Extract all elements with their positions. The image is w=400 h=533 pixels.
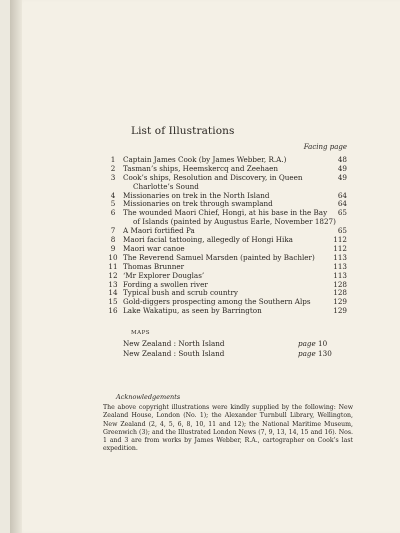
map-label: New Zealand : South Island [123, 348, 225, 358]
item-caption: Missionaries on trek in the North Island [123, 191, 270, 200]
item-caption: The Reverend Samuel Marsden (painted by Bachler) [123, 253, 315, 262]
item-page: 112 [333, 235, 347, 245]
item-caption: The wounded Maori Chief, Hongi, at his base in the Bay [123, 209, 328, 218]
item-page: 65 [337, 208, 347, 218]
item-page: 49 [337, 172, 347, 182]
maps-list [123, 339, 332, 358]
item-number: 1 [110, 155, 116, 164]
map-page-word: page [298, 339, 316, 348]
item-number: 3 [110, 172, 116, 182]
item-caption: Missionaries on trek through swampland [123, 200, 273, 209]
map-page-word: page [298, 348, 316, 358]
item-caption: Captain James Cook (by James Webber, R.A.) [123, 156, 287, 164]
item-caption: ‘Mr Explorer Douglas’ [123, 271, 205, 280]
item-page: 48 [337, 155, 347, 164]
item-number: 10 [108, 252, 118, 262]
item-page: 128 [333, 288, 347, 298]
item-caption: Tasman’s ships, Heemskercq and Zeehaen [123, 164, 279, 173]
item-number: 7 [110, 226, 116, 236]
acknowledgements-text: The above copyright illustrations were kindly supplied by the following: New Zealand House, London (No. 1); the Alexander Turnbull Library, Wellington, New Zealand (2, 4, 5, 6, 8, 10, 11 and 12); the National Maritime Museum, Greenwich (3); and the Illustrated London News (7, 9, 13, 14, 15 and 16). Nos. 1 and 3 are from works by James Webber, R.A., cartographer on Cook’s last expedition. [103, 404, 353, 453]
item-page: 49 [337, 163, 347, 173]
item-number: 15 [108, 297, 118, 307]
item-number: 8 [110, 235, 116, 245]
item-number: 14 [108, 288, 118, 298]
item-caption: Thomas Brunner [123, 262, 185, 271]
item-caption-continued: Charlotte’s Sound [133, 182, 199, 191]
list-item [0, 174, 400, 192]
item-page: 129 [333, 306, 347, 316]
item-caption: Typical bush and scrub country [123, 289, 238, 298]
maps-heading: MAPS [131, 330, 151, 336]
item-number: 9 [110, 243, 116, 253]
map-page [298, 339, 327, 349]
item-page: 113 [333, 261, 347, 271]
item-page: 129 [333, 297, 347, 307]
list-item [0, 209, 400, 227]
item-page: 65 [337, 226, 347, 236]
facing-page-label: Facing page [303, 143, 347, 151]
item-page: 64 [337, 190, 347, 200]
item-caption: Cook’s ships, Resolution and Discovery, in Queen [123, 173, 303, 182]
item-caption: Maori facial tattooing, allegedly of Hongi Hika [123, 236, 293, 245]
item-caption: Lake Wakatipu, as seen by Barrington [123, 307, 262, 316]
list-item [0, 307, 400, 316]
item-page: 128 [333, 279, 347, 289]
map-item [123, 348, 332, 359]
item-page: 64 [337, 199, 347, 209]
item-caption: Fording a swollen river [123, 280, 208, 289]
item-number: 2 [110, 163, 116, 173]
item-caption: Gold-diggers prospecting among the Southern Alps [123, 298, 311, 307]
item-number: 11 [108, 261, 118, 271]
item-number: 5 [110, 199, 116, 209]
map-label: New Zealand : North Island [123, 339, 225, 348]
item-caption: A Maori fortified Pa [123, 227, 195, 236]
map-item [123, 339, 328, 349]
map-page-number: 130 [318, 348, 332, 358]
item-number: 16 [108, 306, 118, 316]
map-page [298, 349, 332, 359]
item-number: 13 [108, 279, 118, 289]
item-number: 6 [110, 208, 116, 218]
item-number: 12 [108, 270, 118, 280]
acknowledgements-heading: Acknowledgements [116, 393, 181, 401]
item-page: 112 [333, 243, 347, 253]
map-page-number: 10 [318, 339, 328, 348]
item-page: 113 [333, 270, 347, 280]
illustration-list [0, 156, 400, 316]
page-title: List of Illustrations [131, 125, 235, 137]
item-page: 113 [333, 252, 347, 262]
item-number: 4 [110, 190, 116, 200]
item-caption-continued: of Islands (painted by Augustus Earle, November 1827) [133, 218, 336, 227]
item-caption: Maori war canoe [123, 244, 185, 253]
